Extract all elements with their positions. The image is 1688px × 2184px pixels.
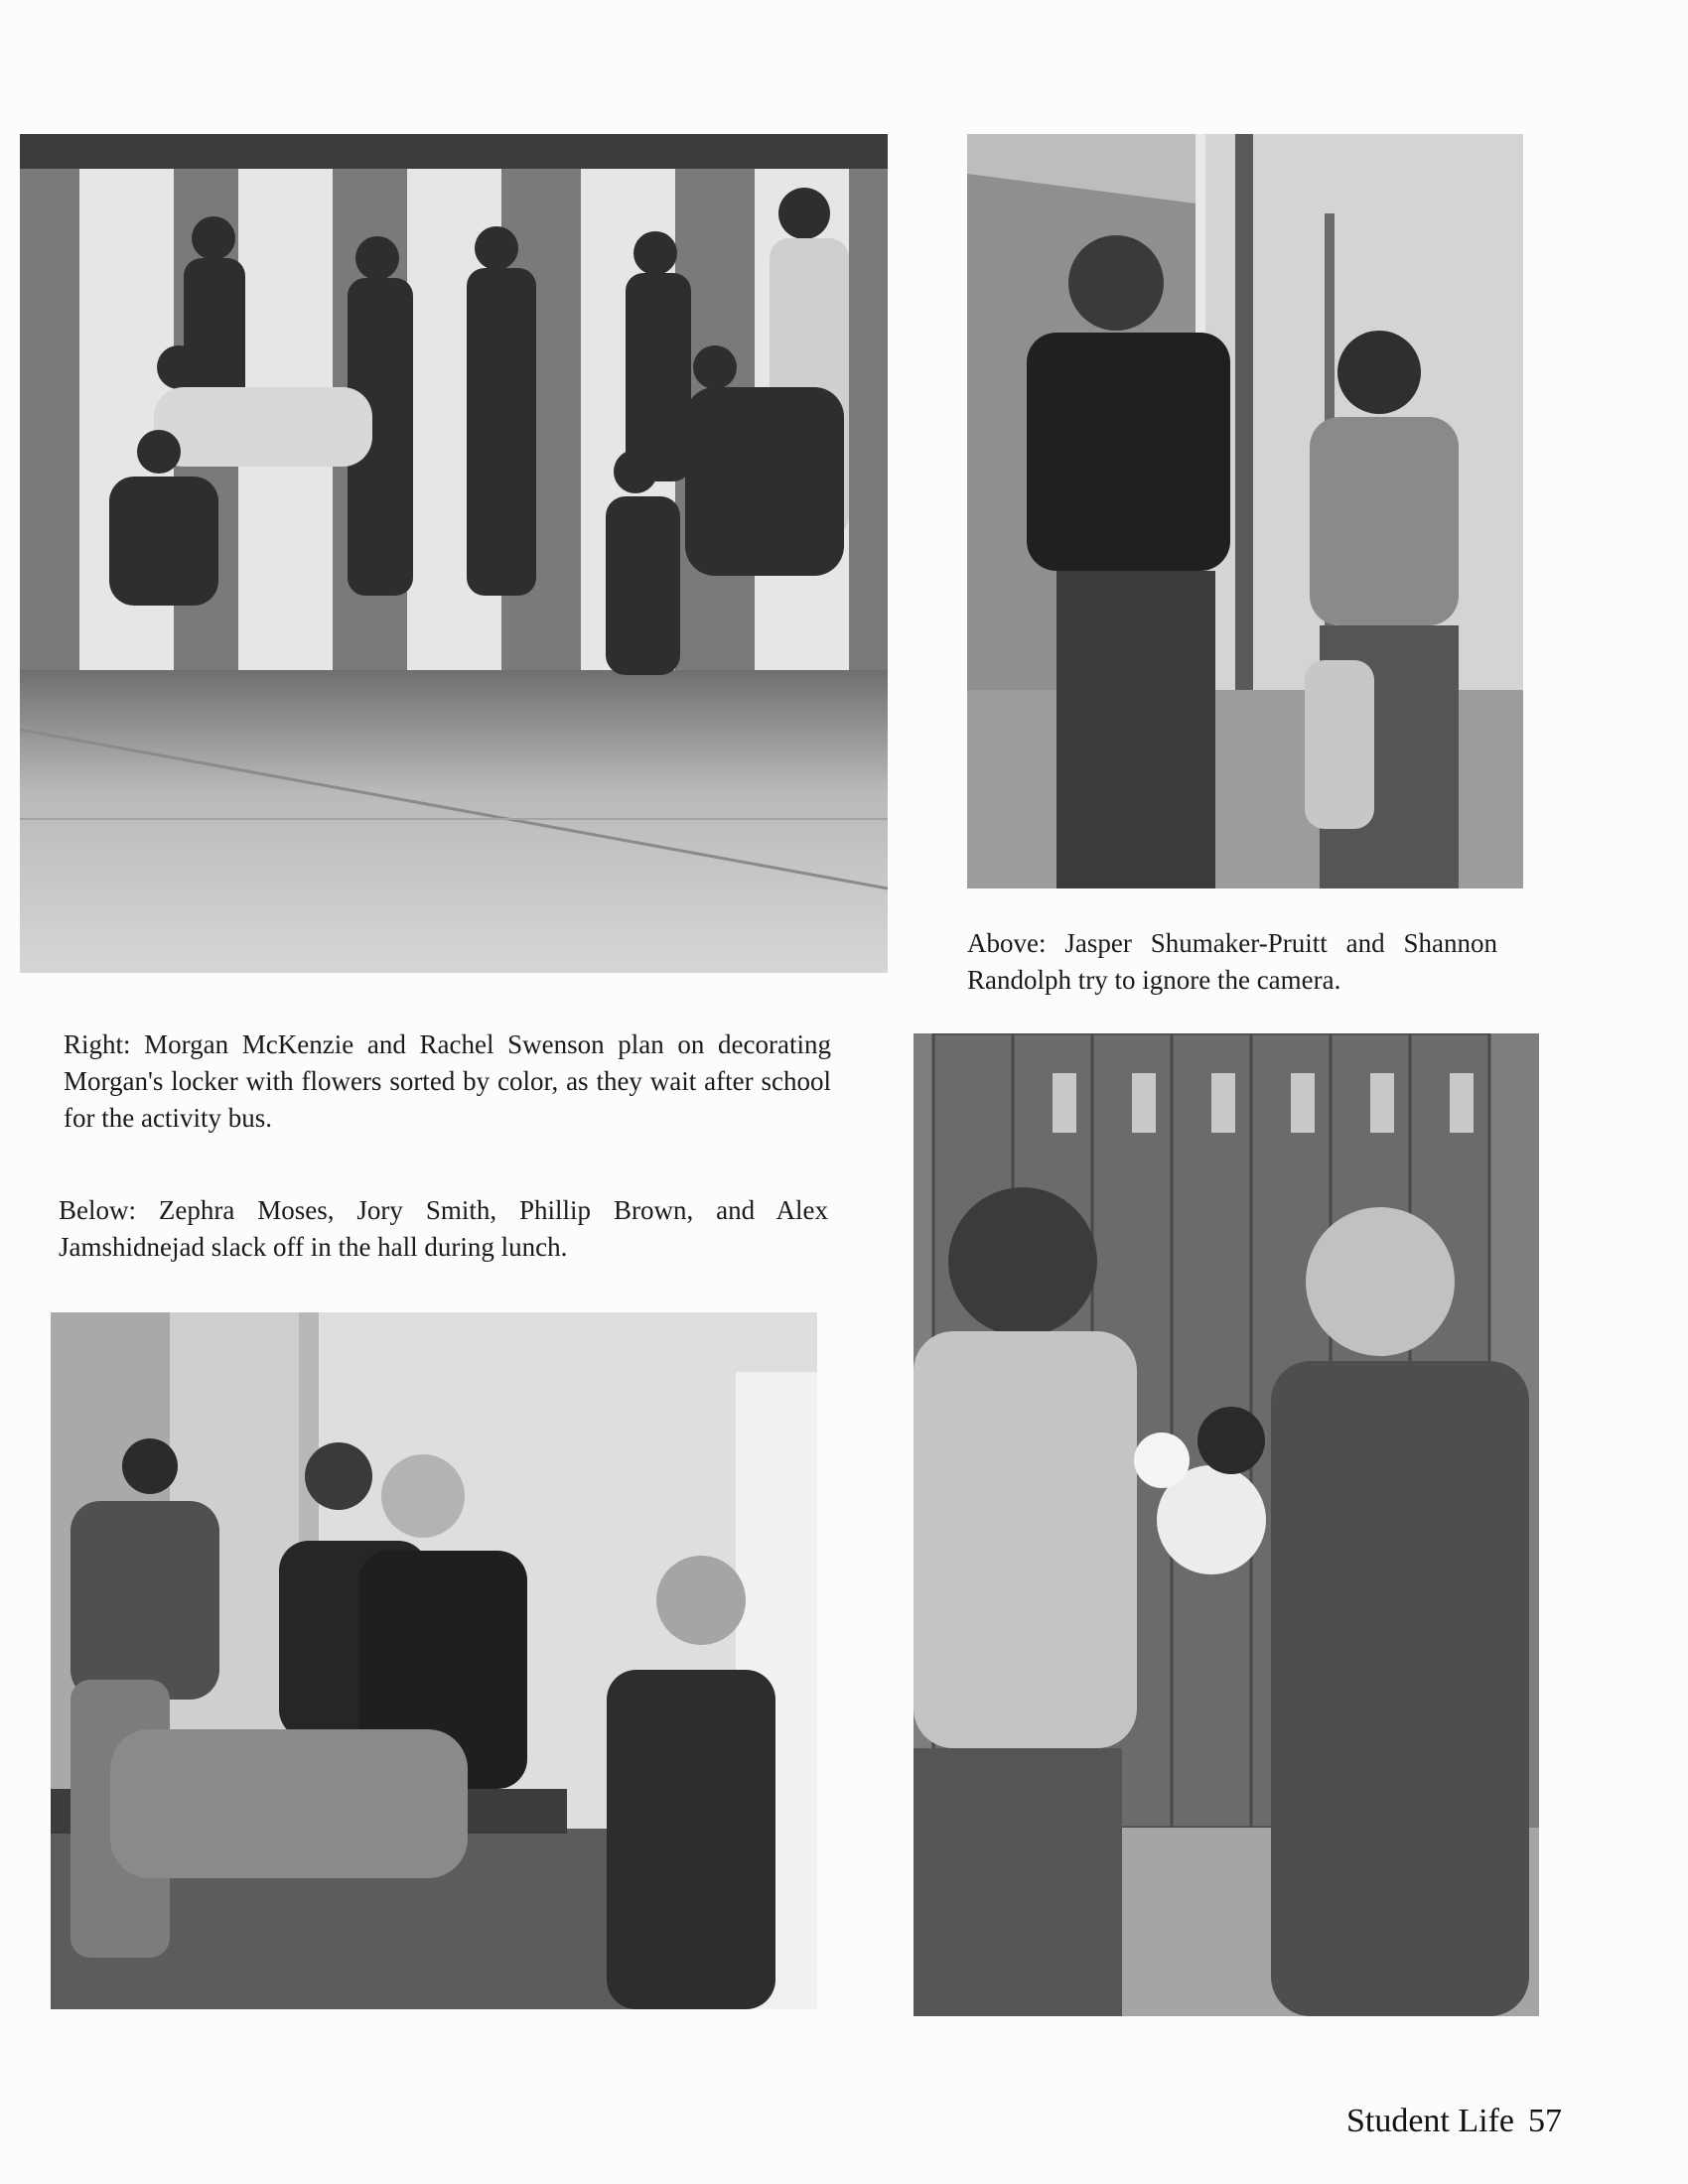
page-number: 57 [1528,2103,1562,2139]
bench-photo-image [51,1312,817,2009]
hallway-photo [967,134,1523,888]
gym-photo [20,134,888,973]
section-title: Student Life [1345,2103,1514,2139]
caption-above: Above: Jasper Shumaker-Pruitt and Shannon Randolph try to ignore the camera. [967,928,1497,995]
caption-below: Below: Zephra Moses, Jory Smith, Phillip Brown, and Alex Jamshidnejad slack off in the hall during lunch. [59,1195,828,1262]
lockers-photo-image [914,1033,1539,2016]
hallway-photo-image [967,134,1523,888]
gym-photo-image [20,134,888,973]
caption-right: Right: Morgan McKenzie and Rachel Swenson plan on decorating Morgan's locker with flowers sorted by color, as they wait after school for the activity bus. [64,1029,831,1133]
lockers-photo [914,1033,1539,2016]
page-footer [1346,2103,1562,2140]
bench-photo [51,1312,817,2009]
